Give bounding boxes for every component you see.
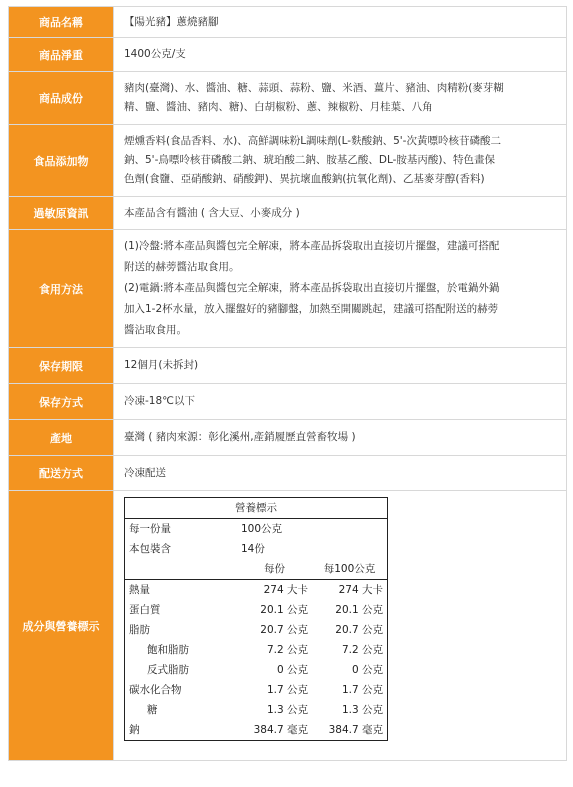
spec-row-additives: [9, 125, 567, 197]
servings-count-label: 本包裝含: [129, 543, 171, 555]
nutrient-per-100g: 1.7 公克: [341, 684, 383, 696]
label-allergen: 過敏原資訊: [9, 197, 114, 230]
label-origin: 產地: [9, 420, 114, 456]
value-origin: 臺灣 ( 豬肉來源：彰化溪州,產銷履歷直營畜牧場 ): [114, 420, 567, 456]
value-product-name: 【陽光豬】蔥燒豬腳: [114, 7, 567, 38]
spec-row-nutrition: [9, 491, 567, 761]
nutrient-per-serving: 384.7 毫克: [253, 724, 308, 736]
value-shelf-life: 12個月(未拆封): [114, 348, 567, 384]
label-usage: 食用方法: [9, 230, 114, 348]
nutrition-row: [125, 720, 387, 740]
value-delivery: 冷凍配送: [114, 456, 567, 491]
serving-size-label: 每一份量: [129, 523, 171, 535]
usage-line: 附送的赫蒡醬沾取食用。: [124, 261, 240, 273]
nutrient-per-100g: 0 公克: [351, 664, 383, 676]
spec-row-weight: [9, 38, 567, 72]
spec-row-allergen: [9, 197, 567, 230]
nutrition-title: 營養標示: [125, 498, 387, 519]
label-nutrition: 成分與營養標示: [9, 491, 114, 761]
label-product-name: 商品名稱: [9, 7, 114, 38]
label-delivery: 配送方式: [9, 456, 114, 491]
product-spec-table: [8, 6, 567, 761]
usage-line: 醬沾取食用。: [124, 324, 187, 336]
usage-line: 加入1-2杯水量，放入擺盤好的豬腳盤，加熱至開關跳起，建議可搭配附送的赫蒡: [124, 303, 499, 315]
spec-row-shelf-life: [9, 348, 567, 384]
servings-count-row: [125, 539, 387, 559]
additives-line: 煙燻香料(食品香料、水)、高鮮調味粉L調味劑(L-麩酸鈉、5'-次黃嘌呤核苷磷酸二: [124, 135, 501, 147]
nutrient-per-serving: 0 公克: [276, 664, 308, 676]
nutrition-row: [125, 600, 387, 620]
usage-line: (2)電鍋:將本產品與醬包完全解凍，將本產品拆袋取出直接切片擺盤，於電鍋外鍋: [124, 282, 500, 294]
nutrient-per-serving: 1.3 公克: [266, 704, 308, 716]
label-ingredients: 商品成份: [9, 72, 114, 125]
nutrient-per-serving: 274 大卡: [263, 584, 308, 596]
label-storage: 保存方式: [9, 384, 114, 420]
nutrition-facts-box: [124, 497, 388, 741]
nutrient-per-serving: 7.2 公克: [266, 644, 308, 656]
additives-line: 鈉、5'-鳥嘌呤核苷磷酸二鈉、琥珀酸二鈉、胺基乙酸、DL-胺基丙酸)、特色畫保: [124, 154, 495, 166]
nutrient-per-serving: 20.1 公克: [260, 604, 308, 616]
label-shelf-life: 保存期限: [9, 348, 114, 384]
nutrient-per-serving: 20.7 公克: [260, 624, 308, 636]
nutrition-row: [125, 680, 387, 700]
nutrient-per-100g: 7.2 公克: [341, 644, 383, 656]
nutrient-per-100g: 384.7 毫克: [328, 724, 383, 736]
nutrient-per-100g: 1.3 公克: [341, 704, 383, 716]
nutrition-column-header-row: [125, 559, 387, 580]
value-storage: 冷凍-18℃以下: [114, 384, 567, 420]
nutrition-row: [125, 620, 387, 640]
label-additives: 食品添加物: [9, 125, 114, 197]
column-header-per-serving: 每份: [237, 559, 312, 580]
ingredients-line: 豬肉(臺灣)、水、醬油、糖、蒜頭、蒜粉、鹽、米酒、薑片、豬油、肉精粉(麥芽糊: [124, 82, 504, 94]
nutrition-row: [125, 660, 387, 680]
nutrient-name: 蛋白質: [129, 604, 161, 616]
serving-size-row: [125, 519, 387, 540]
column-header-per-100g: 每100公克: [312, 559, 387, 580]
nutrient-per-100g: 20.1 公克: [335, 604, 383, 616]
nutrition-row: [125, 640, 387, 660]
nutrient-name: 飽和脂肪: [147, 644, 189, 656]
usage-line: (1)冷盤:將本產品與醬包完全解凍，將本產品拆袋取出直接切片擺盤，建議可搭配: [124, 240, 500, 252]
value-ingredients: [114, 72, 567, 125]
spec-row-storage: [9, 384, 567, 420]
spec-row-origin: [9, 420, 567, 456]
value-nutrition: [114, 491, 567, 761]
nutrition-row: [125, 700, 387, 720]
nutrient-per-100g: 274 大卡: [338, 584, 383, 596]
nutrient-per-100g: 20.7 公克: [335, 624, 383, 636]
value-net-weight: 1400公克/支: [114, 38, 567, 72]
nutrient-name: 脂肪: [129, 624, 150, 636]
nutrient-name: 糖: [147, 704, 158, 716]
additives-line: 色劑(食鹽、亞硝酸鈉、硝酸鉀)、異抗壞血酸鈉(抗氧化劑)、乙基麥芽醇(香料): [124, 173, 485, 185]
nutrient-per-serving: 1.7 公克: [266, 684, 308, 696]
servings-count-value: 14份: [241, 543, 265, 555]
value-usage: [114, 230, 567, 348]
nutrient-name: 反式脂肪: [147, 664, 189, 676]
nutrient-name: 熱量: [129, 584, 150, 596]
spec-row-usage: [9, 230, 567, 348]
nutrition-row: [125, 580, 387, 601]
nutrition-facts-table: [125, 498, 387, 740]
ingredients-line: 精、鹽、醬油、豬肉、糖)、白胡椒粉、蔥、辣椒粉、月桂葉、八角: [124, 101, 433, 113]
nutrition-items: [125, 580, 387, 741]
nutrition-title-row: [125, 498, 387, 519]
spec-row-name: [9, 7, 567, 38]
nutrient-name: 鈉: [129, 724, 140, 736]
serving-size-value: 100公克: [241, 523, 283, 535]
nutrient-name: 碳水化合物: [129, 684, 182, 696]
value-additives: [114, 125, 567, 197]
value-allergen: 本產品含有醬油 ( 含大豆、小麥成分 ): [114, 197, 567, 230]
label-net-weight: 商品淨重: [9, 38, 114, 72]
spec-row-delivery: [9, 456, 567, 491]
spec-row-ingredients: [9, 72, 567, 125]
